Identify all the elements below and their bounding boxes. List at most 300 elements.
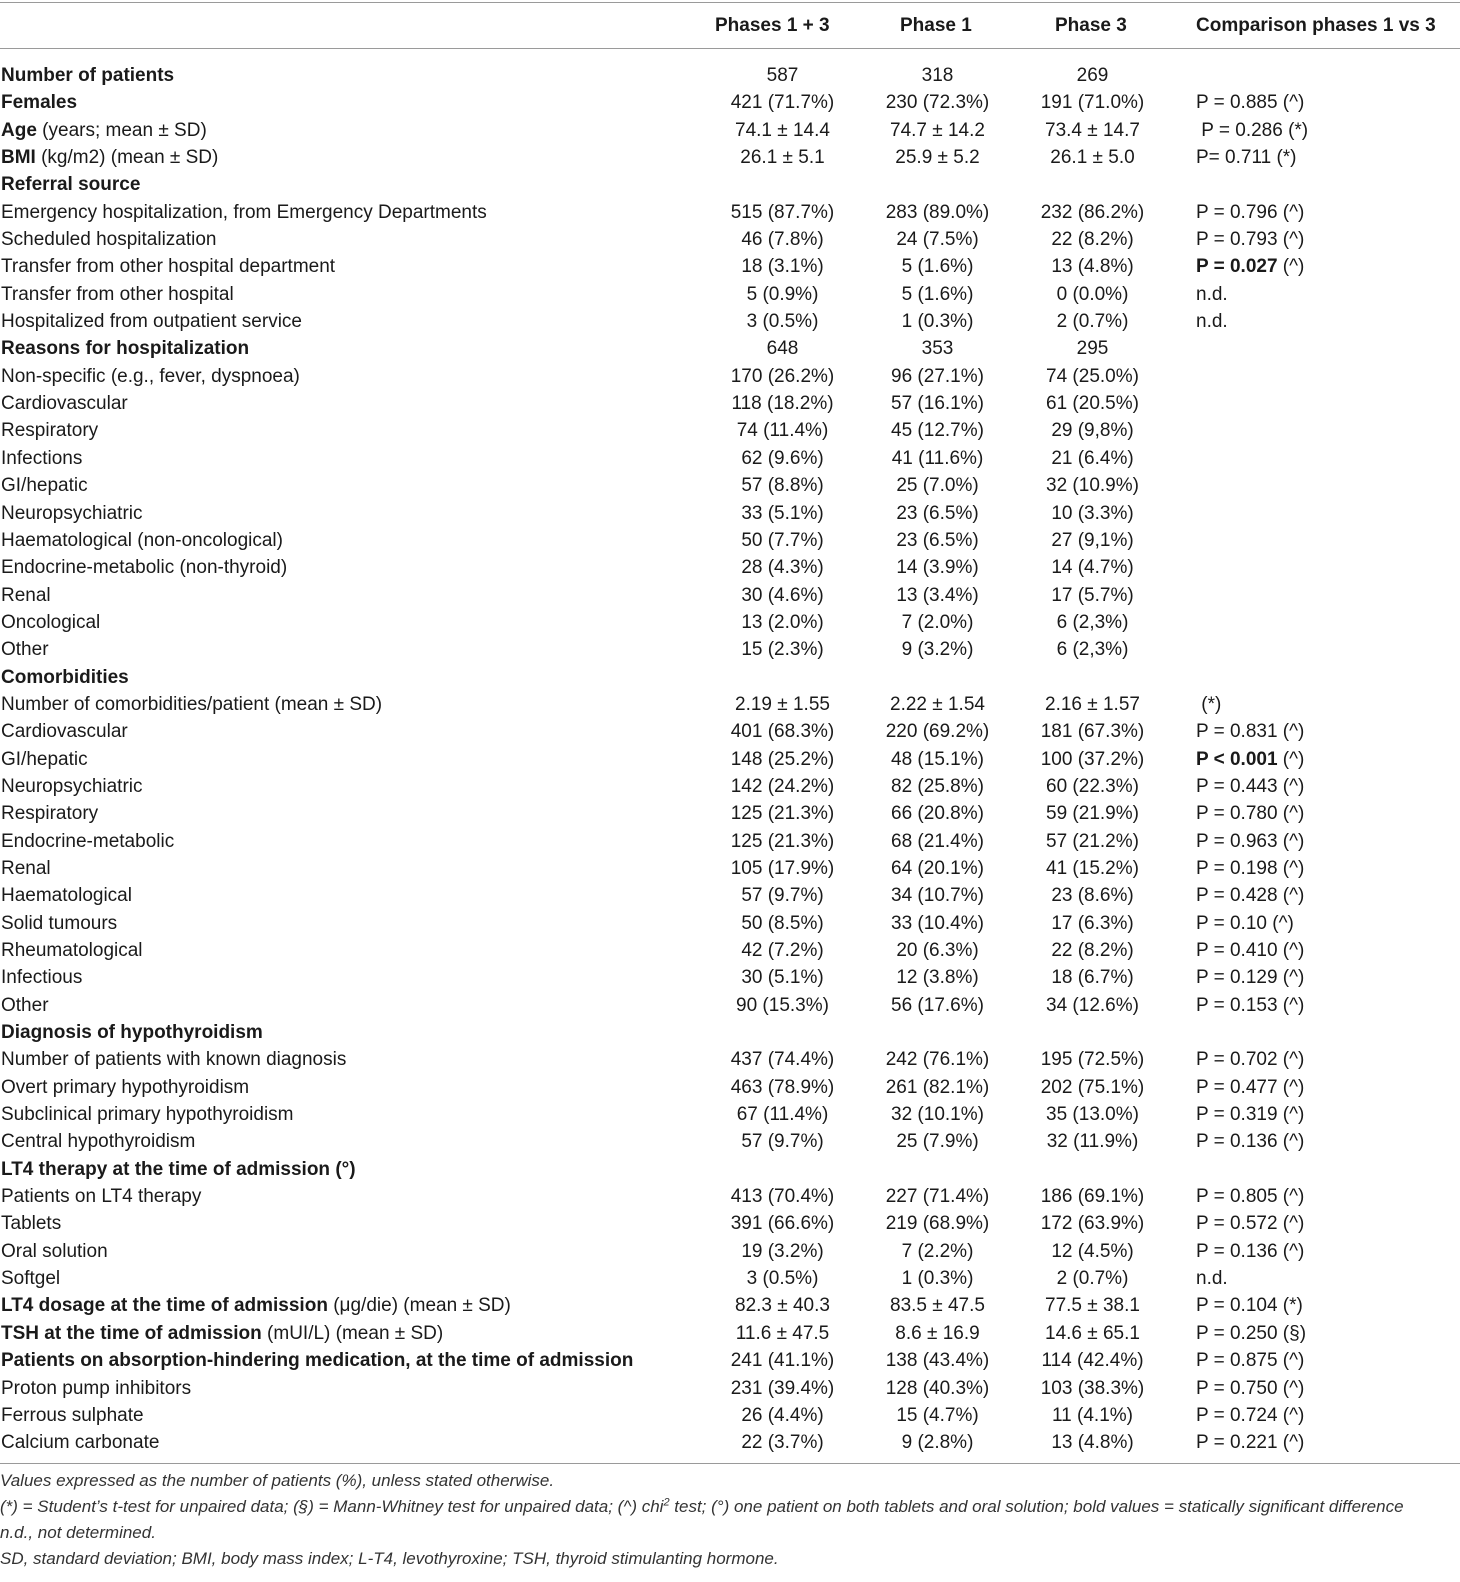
cell-comparison	[1196, 1292, 1303, 1319]
row-label-text: Patients on LT4 therapy	[1, 1186, 202, 1208]
cell-phase-3: 11 (4.1%)	[1052, 1404, 1133, 1426]
cell-comparison-text: P = 0.780 (^)	[1196, 803, 1305, 825]
cell-phase-3: 22 (8.2%)	[1051, 229, 1134, 251]
row-label-text: Other	[1, 994, 49, 1016]
table-row	[0, 828, 1460, 855]
header-phase-1: Phase 1	[900, 15, 972, 36]
row-label	[1, 62, 174, 89]
cell-comparison-text: P = 0.104 (*)	[1196, 1295, 1303, 1317]
cell-phases-1-3: 648	[766, 338, 799, 360]
row-label	[1, 828, 174, 855]
table-row	[0, 964, 1460, 991]
cell-comparison-text: P = 0.136 (^)	[1196, 1131, 1305, 1153]
row-label	[1, 226, 217, 253]
row-label-text: Hospitalized from outpatient service	[1, 311, 302, 333]
row-label-bold: TSH at the time of admission	[1, 1322, 262, 1344]
row-label	[1, 937, 143, 964]
cell-phase-1: 13 (3.4%)	[896, 584, 979, 606]
cell-phase-3: 103 (38.3%)	[1040, 1377, 1145, 1399]
cell-phase-3: 59 (21.9%)	[1046, 803, 1139, 825]
cell-comparison-text: P = 0.702 (^)	[1196, 1049, 1305, 1071]
cell-phase-3: 232 (86.2%)	[1040, 201, 1145, 223]
row-label-bold: LT4 dosage at the time of admission	[1, 1295, 328, 1317]
cell-phases-1-3: 401 (68.3%)	[730, 721, 835, 743]
cell-phase-3: 195 (72.5%)	[1040, 1049, 1145, 1071]
table-row	[0, 1046, 1460, 1073]
cell-phase-3: 6 (2,3%)	[1056, 611, 1129, 633]
cell-phase-1: 15 (4.7%)	[896, 1404, 979, 1426]
row-label	[1, 363, 300, 390]
cell-phase-1: 318	[921, 65, 954, 86]
table-row	[0, 800, 1460, 827]
row-label	[1, 1101, 294, 1128]
header-phase-3: Phase 3	[1055, 15, 1127, 36]
header-comparison: Comparison phases 1 vs 3	[1196, 15, 1436, 36]
cell-phases-1-3: 118 (18.2%)	[731, 393, 834, 415]
cell-comparison-text: n.d.	[1196, 1268, 1228, 1290]
cell-comparison	[1196, 800, 1304, 827]
cell-phase-3: 13 (4.8%)	[1051, 1432, 1134, 1454]
table-row	[0, 472, 1460, 499]
cell-phase-1: 261 (82.1%)	[885, 1076, 990, 1098]
table-row	[0, 62, 1460, 89]
cell-phase-3: 21 (6.4%)	[1051, 447, 1134, 469]
cell-comparison-text: P = 0.129 (^)	[1196, 967, 1305, 989]
cell-phase-3: 0 (0.0%)	[1056, 283, 1129, 305]
cell-comparison-text: P = 0.805 (^)	[1196, 1186, 1305, 1208]
table-row	[0, 1347, 1460, 1374]
table-row	[0, 527, 1460, 554]
cell-comparison-text: P = 0.885 (^)	[1196, 92, 1305, 114]
cell-phases-1-3: 587	[766, 65, 799, 86]
footnote-abbreviations: SD, standard deviation; BMI, body mass index; L-T4, levothyroxine; TSH, thyroid stimulanting hormone.	[0, 1549, 779, 1568]
row-label-bold: Comorbidities	[1, 666, 129, 688]
row-label	[1, 1238, 108, 1265]
cell-phases-1-3: 421 (71.7%)	[730, 92, 835, 114]
table-row	[0, 636, 1460, 663]
row-label	[1, 1402, 144, 1429]
table-row	[0, 1101, 1460, 1128]
footnote-tests-part2: test; (°) one patient on both tablets and oral solution; bold values = statically significant difference	[669, 1497, 1404, 1516]
row-label-text: Infectious	[1, 967, 83, 989]
cell-comparison	[1196, 89, 1304, 116]
row-label-text: Tablets	[1, 1213, 62, 1235]
table-row	[0, 171, 1460, 198]
cell-comparison	[1196, 882, 1304, 909]
row-label	[1, 609, 100, 636]
cell-comparison	[1196, 117, 1308, 144]
cell-comparison-text: P = 0.198 (^)	[1196, 857, 1305, 879]
cell-comparison	[1196, 1074, 1304, 1101]
cell-phase-1: 74.7 ± 14.2	[890, 119, 985, 141]
table-row	[0, 609, 1460, 636]
cell-phase-3: 295	[1076, 338, 1109, 360]
cell-phase-3: 73.4 ± 14.7	[1045, 119, 1140, 141]
cell-phase-1: 24 (7.5%)	[896, 229, 979, 251]
cell-comparison-text: P = 0.875 (^)	[1196, 1350, 1305, 1372]
row-label-bold: BMI	[1, 147, 36, 169]
cell-phases-1-3: 2.19 ± 1.55	[735, 693, 830, 715]
row-label	[1, 691, 382, 718]
row-label-text: Scheduled hospitalization	[1, 229, 217, 251]
row-label	[1, 1292, 511, 1319]
cell-comparison-text: P = 0.136 (^)	[1196, 1240, 1305, 1262]
row-label-text: (years; mean ± SD)	[36, 119, 207, 141]
row-label-text: Endocrine-metabolic (non-thyroid)	[1, 557, 288, 579]
cell-phase-3: 13 (4.8%)	[1051, 256, 1134, 278]
row-label	[1, 664, 129, 691]
row-label-bold: Number of patients	[1, 65, 175, 86]
cell-phases-1-3: 22 (3.7%)	[741, 1432, 824, 1454]
cell-comparison	[1196, 1046, 1304, 1073]
cell-phase-3: 77.5 ± 38.1	[1045, 1295, 1140, 1317]
cell-comparison-text: P = 0.477 (^)	[1196, 1076, 1305, 1098]
cell-phases-1-3: 3 (0.5%)	[746, 311, 819, 333]
table-row	[0, 281, 1460, 308]
row-label	[1, 472, 88, 499]
cell-phase-3: 191 (71.0%)	[1040, 92, 1145, 114]
cell-phases-1-3: 30 (4.6%)	[741, 584, 824, 606]
cell-phases-1-3: 391 (66.6%)	[730, 1213, 835, 1235]
cell-phase-3: 186 (69.1%)	[1040, 1186, 1145, 1208]
row-label	[1, 582, 51, 609]
cell-comparison	[1196, 253, 1304, 280]
cell-comparison	[1196, 746, 1304, 773]
cell-phase-3: 10 (3.3%)	[1051, 502, 1134, 524]
table-row	[0, 1292, 1460, 1319]
row-label-bold: Referral source	[1, 174, 141, 196]
row-label-text: Haematological (non-oncological)	[1, 529, 283, 551]
cell-phases-1-3: 62 (9.6%)	[741, 447, 824, 469]
cell-phases-1-3: 18 (3.1%)	[741, 256, 824, 278]
table-row	[0, 1429, 1460, 1456]
cell-phases-1-3: 42 (7.2%)	[741, 940, 824, 961]
row-label-text: Proton pump inhibitors	[1, 1377, 192, 1399]
cell-comparison	[1196, 1320, 1306, 1347]
cell-phase-1: 9 (2.8%)	[901, 1432, 974, 1454]
cell-comparison-text: P = 0.793 (^)	[1196, 229, 1305, 251]
cell-phase-3: 60 (22.3%)	[1046, 775, 1139, 797]
cell-phase-1: 20 (6.3%)	[896, 940, 979, 961]
row-label	[1, 964, 82, 991]
cell-phase-1: 283 (89.0%)	[885, 201, 990, 223]
table-row	[0, 1265, 1460, 1292]
table-row	[0, 992, 1460, 1019]
cell-phase-3: 181 (67.3%)	[1040, 721, 1145, 743]
cell-phase-1: 230 (72.3%)	[885, 92, 990, 114]
cell-comparison-text: P = 0.428 (^)	[1196, 885, 1305, 907]
cell-phases-1-3: 57 (9.7%)	[741, 885, 824, 907]
cell-phase-1: 96 (27.1%)	[891, 365, 984, 387]
cell-phase-3: 23 (8.6%)	[1051, 885, 1134, 907]
cell-phase-1: 57 (16.1%)	[891, 393, 984, 415]
cell-phases-1-3: 46 (7.8%)	[741, 229, 824, 251]
cell-comparison-text: (^)	[1277, 748, 1305, 770]
cell-phase-3: 100 (37.2%)	[1040, 748, 1145, 770]
cell-phases-1-3: 3 (0.5%)	[746, 1268, 819, 1290]
footnote-tests-part1: (*) = Student’s t-test for unpaired data; (§) = Mann-Whitney test for unpaired data; (^) chi	[0, 1497, 664, 1516]
row-label	[1, 554, 287, 581]
cell-phase-3: 18 (6.7%)	[1051, 967, 1134, 989]
footnote-tests-sup: 2	[663, 1496, 670, 1509]
row-label	[1, 1019, 263, 1046]
cell-comparison	[1196, 1265, 1228, 1292]
cell-phase-1: 14 (3.9%)	[896, 557, 979, 579]
cell-phase-1: 66 (20.8%)	[891, 803, 984, 825]
cell-comparison	[1196, 1238, 1304, 1265]
cell-comparison-text: n.d.	[1196, 311, 1228, 333]
row-label-text: Emergency hospitalization, from Emergency Departments	[1, 201, 487, 223]
table-row	[0, 773, 1460, 800]
row-label	[1, 308, 302, 335]
cell-phase-1: 56 (17.6%)	[891, 994, 984, 1016]
row-label-text: (kg/m2) (mean ± SD)	[35, 147, 219, 169]
row-label-bold: LT4 therapy at the time of admission (°)	[1, 1158, 356, 1180]
cell-comparison-text: n.d.	[1196, 283, 1228, 305]
cell-phase-3: 22 (8.2%)	[1051, 940, 1134, 961]
row-label	[1, 417, 98, 444]
cell-phase-1: 2.22 ± 1.54	[890, 693, 985, 715]
cell-phase-1: 25.9 ± 5.2	[895, 147, 980, 169]
cell-phases-1-3: 74 (11.4%)	[736, 420, 829, 442]
cell-phase-1: 7 (2.2%)	[901, 1240, 974, 1262]
cell-phases-1-3: 148 (25.2%)	[730, 748, 835, 770]
table-bottom-rule	[0, 1463, 1460, 1464]
cell-phase-3: 202 (75.1%)	[1040, 1076, 1145, 1098]
row-label	[1, 882, 132, 909]
cell-phase-1: 23 (6.5%)	[896, 529, 979, 551]
cell-phases-1-3: 19 (3.2%)	[741, 1240, 824, 1262]
table-row	[0, 1210, 1460, 1237]
cell-phase-3: 17 (5.7%)	[1051, 584, 1134, 606]
row-label-text: Number of comorbidities/patient (mean ± SD)	[1, 693, 383, 715]
row-label	[1, 171, 140, 198]
table-row	[0, 500, 1460, 527]
cell-phases-1-3: 26.1 ± 5.1	[740, 147, 825, 169]
cell-phase-1: 34 (10.7%)	[891, 885, 984, 907]
cell-phases-1-3: 57 (9.7%)	[741, 1131, 824, 1153]
cell-comparison	[1196, 1210, 1304, 1237]
table-row	[0, 417, 1460, 444]
row-label-text: (μg/die) (mean ± SD)	[327, 1295, 511, 1317]
row-label-bold: Females	[1, 92, 78, 114]
row-label-text: Infections	[1, 447, 83, 469]
row-label-text: Haematological	[1, 885, 132, 907]
row-label	[1, 117, 207, 144]
table-row	[0, 691, 1460, 718]
row-label-text: Renal	[1, 584, 51, 606]
table-row	[0, 937, 1460, 964]
cell-comparison-text: P = 0.250 (§)	[1196, 1322, 1307, 1344]
row-label-text: Solid tumours	[1, 912, 118, 934]
row-label-text: Central hypothyroidism	[1, 1131, 196, 1153]
row-label-text: Cardiovascular	[1, 393, 128, 415]
row-label	[1, 1074, 249, 1101]
cell-phases-1-3: 67 (11.4%)	[736, 1104, 829, 1126]
cell-phases-1-3: 170 (26.2%)	[730, 365, 835, 387]
cell-phase-1: 219 (68.9%)	[885, 1213, 990, 1235]
row-label	[1, 855, 51, 882]
cell-phase-3: 74 (25.0%)	[1046, 365, 1139, 387]
cell-phase-3: 41 (15.2%)	[1046, 857, 1139, 879]
table-top-rule	[0, 2, 1460, 3]
cell-phase-1: 353	[921, 338, 954, 360]
table-row	[0, 1074, 1460, 1101]
cell-phase-1: 9 (3.2%)	[901, 639, 974, 661]
row-label	[1, 199, 487, 226]
row-label-text: Oral solution	[1, 1240, 108, 1262]
row-label-text: Number of patients with known diagnosis	[1, 1049, 347, 1071]
cell-phases-1-3: 74.1 ± 14.4	[735, 119, 830, 141]
cell-comparison	[1196, 691, 1221, 718]
cell-phase-1: 1 (0.3%)	[901, 1268, 974, 1290]
row-label-text: Transfer from other hospital	[1, 283, 234, 305]
cell-comparison	[1196, 855, 1304, 882]
cell-phase-3: 2 (0.7%)	[1056, 311, 1129, 333]
cell-comparison	[1196, 308, 1228, 335]
row-label	[1, 335, 249, 362]
cell-comparison	[1196, 1375, 1304, 1402]
cell-phase-1: 68 (21.4%)	[891, 830, 984, 852]
cell-comparison-text: P = 0.963 (^)	[1196, 830, 1305, 852]
cell-phase-1: 138 (43.4%)	[885, 1350, 990, 1372]
cell-phases-1-3: 515 (87.7%)	[730, 201, 835, 223]
row-label	[1, 253, 335, 280]
cell-phase-1: 64 (20.1%)	[891, 857, 984, 879]
row-label	[1, 992, 49, 1019]
table-row	[0, 1156, 1460, 1183]
row-label-bold: Patients on absorption-hindering medication, at the time of admission	[1, 1350, 634, 1372]
cell-phases-1-3: 30 (5.1%)	[741, 967, 824, 989]
table-row	[0, 1375, 1460, 1402]
row-label	[1, 910, 117, 937]
cell-comparison	[1196, 718, 1304, 745]
table-row	[0, 718, 1460, 745]
row-label-text: Overt primary hypothyroidism	[1, 1076, 250, 1098]
cell-phases-1-3: 105 (17.9%)	[730, 857, 835, 879]
cell-phases-1-3: 26 (4.4%)	[741, 1404, 824, 1426]
table-row	[0, 1238, 1460, 1265]
row-label-bold: Age	[1, 119, 37, 141]
cell-phase-3: 32 (10.9%)	[1046, 475, 1139, 497]
table-row	[0, 910, 1460, 937]
row-label	[1, 1210, 61, 1237]
cell-comparison-text: P = 0.724 (^)	[1196, 1404, 1305, 1426]
table-row	[0, 1320, 1460, 1347]
table-row	[0, 1128, 1460, 1155]
cell-comparison	[1196, 1101, 1304, 1128]
cell-phases-1-3: 463 (78.9%)	[730, 1076, 835, 1098]
row-label-text: Neuropsychiatric	[1, 502, 143, 524]
cell-phase-1: 41 (11.6%)	[891, 447, 984, 469]
cell-comparison	[1196, 937, 1304, 964]
row-label-text: Softgel	[1, 1268, 61, 1290]
table-row	[0, 308, 1460, 335]
row-label-text: Other	[1, 639, 49, 661]
cell-phase-3: 269	[1076, 65, 1109, 86]
row-label-text: Oncological	[1, 611, 101, 633]
row-label	[1, 1347, 633, 1374]
cell-phases-1-3: 82.3 ± 40.3	[735, 1295, 830, 1317]
cell-phase-3: 27 (9,1%)	[1051, 529, 1134, 551]
cell-phase-1: 220 (69.2%)	[885, 721, 990, 743]
cell-phases-1-3: 50 (8.5%)	[741, 912, 824, 934]
cell-phase-3: 29 (9,8%)	[1051, 420, 1134, 442]
cell-comparison-text: P = 0.750 (^)	[1196, 1377, 1305, 1399]
row-label-text: (mUI/L) (mean ± SD)	[261, 1322, 444, 1344]
cell-comparison-text: P = 0.410 (^)	[1196, 940, 1305, 961]
cell-phases-1-3: 33 (5.1%)	[741, 502, 824, 524]
row-label-text: Cardiovascular	[1, 721, 128, 743]
cell-phase-3: 26.1 ± 5.0	[1050, 147, 1135, 169]
footnote-nd: n.d., not determined.	[0, 1523, 156, 1542]
cell-phase-3: 2.16 ± 1.57	[1045, 693, 1140, 715]
row-label	[1, 1375, 191, 1402]
cell-phase-1: 128 (40.3%)	[885, 1377, 990, 1399]
table-footnotes	[0, 1468, 1460, 1572]
footnote-values: Values expressed as the number of patients (%), unless stated otherwise.	[0, 1471, 555, 1490]
cell-phase-3: 114 (42.4%)	[1041, 1350, 1144, 1372]
row-label	[1, 390, 128, 417]
table-header-row	[0, 11, 1460, 41]
table-row	[0, 1402, 1460, 1429]
cell-comparison-text: P = 0.153 (^)	[1196, 994, 1305, 1016]
row-label-text: Endocrine-metabolic	[1, 830, 175, 852]
cell-comparison	[1196, 1128, 1304, 1155]
cell-phases-1-3: 437 (74.4%)	[730, 1049, 835, 1071]
row-label	[1, 527, 283, 554]
cell-phase-1: 45 (12.7%)	[891, 420, 984, 442]
cell-phase-3: 34 (12.6%)	[1046, 994, 1139, 1016]
cell-comparison	[1196, 910, 1294, 937]
row-label-text: Ferrous sulphate	[1, 1404, 144, 1426]
cell-phases-1-3: 57 (8.8%)	[741, 475, 824, 497]
row-label	[1, 1046, 346, 1073]
row-label-text: Calcium carbonate	[1, 1432, 160, 1454]
cell-phase-1: 33 (10.4%)	[891, 912, 984, 934]
row-label-text: Respiratory	[1, 420, 99, 442]
cell-phase-3: 14 (4.7%)	[1051, 557, 1134, 579]
row-label	[1, 1128, 195, 1155]
cell-comparison-text: P = 0.319 (^)	[1196, 1104, 1305, 1126]
cell-comparison-text: P = 0.286 (*)	[1196, 119, 1309, 141]
cell-phases-1-3: 50 (7.7%)	[741, 529, 824, 551]
cell-comparison	[1196, 964, 1304, 991]
cell-comparison	[1196, 773, 1304, 800]
cell-comparison-text: (^)	[1277, 256, 1305, 278]
row-label	[1, 144, 218, 171]
row-label	[1, 445, 82, 472]
cell-phases-1-3: 11.6 ± 47.5	[735, 1322, 830, 1344]
cell-phase-1: 1 (0.3%)	[901, 311, 974, 333]
cell-phases-1-3: 13 (2.0%)	[741, 611, 824, 633]
cell-phases-1-3: 90 (15.3%)	[736, 994, 829, 1016]
cell-comparison-text: (*)	[1196, 693, 1222, 715]
footnote-tests	[0, 1494, 1460, 1520]
row-label-text: Respiratory	[1, 803, 99, 825]
cell-phase-1: 48 (15.1%)	[891, 748, 984, 770]
cell-phases-1-3: 231 (39.4%)	[730, 1377, 835, 1399]
cell-phase-1: 242 (76.1%)	[885, 1049, 990, 1071]
table-row	[0, 199, 1460, 226]
table-row	[0, 554, 1460, 581]
cell-comparison-text: P = 0.221 (^)	[1196, 1432, 1305, 1454]
table-body	[0, 62, 1460, 1457]
cell-comparison-text: P= 0.711 (*)	[1196, 147, 1297, 169]
row-label-text: GI/hepatic	[1, 748, 88, 770]
cell-phase-3: 12 (4.5%)	[1051, 1240, 1134, 1262]
row-label	[1, 281, 234, 308]
